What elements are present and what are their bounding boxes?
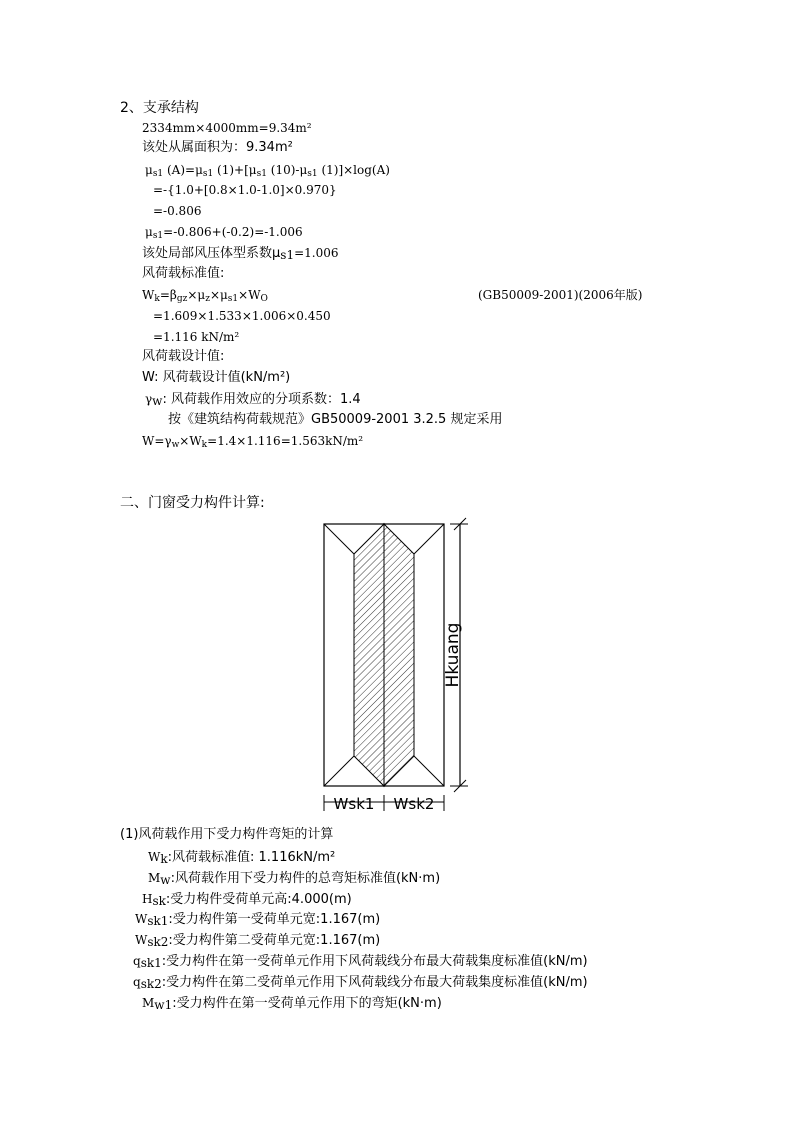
code-reference: 按《建筑结构荷载规范》GB50009-2001 3.2.5 规定采用 [168, 412, 503, 427]
tributary-area-1 [354, 524, 384, 786]
wk-code: (GB50009-2001)(2006年版) [478, 288, 643, 302]
gamma-definition: $\gamma_w$: 风荷载作用效应的分项系数：1.4 [145, 392, 361, 408]
w-definition: W: 风荷载设计值(kN/m²) [142, 370, 291, 385]
def-mw: $M_w$:风荷载作用下受力构件的总弯矩标准值(kN·m) [148, 871, 441, 887]
height-label: Hkuang [443, 622, 463, 688]
wind-std-label: 风荷载标准值: [142, 266, 225, 281]
mu-step2: =-0.806 [153, 204, 202, 218]
tributary-area-2 [384, 524, 414, 786]
def-wsk1: $W_{sk1}$:受力构件第一受荷单元宽:1.167(m) [135, 912, 381, 928]
load-distribution-diagram [300, 515, 500, 820]
wk-step2: =1.116 kN/m² [153, 330, 240, 344]
wk-formula: $W_k=\beta_{gz}\times\mu_z\times\mu_{s1}\times W_O$ [142, 288, 268, 304]
width1-label: Wsk1 [333, 795, 375, 813]
def-qsk1: $q_{sk1}$:受力构件在第一受荷单元作用下风荷载线分布最大荷载集度标准值(kN/m) [133, 954, 588, 970]
area-line: 2334mm×4000mm=9.34m² [142, 121, 312, 135]
section-support-title: 2、支承结构 [120, 100, 199, 116]
w-calc: $W=\gamma_w\times W_k=1.4\times 1.116=1.563kN/m^2$ [142, 434, 364, 450]
width2-label: Wsk2 [393, 795, 435, 813]
def-wk: $W_k$:风荷载标准值: 1.116kN/m² [148, 850, 336, 866]
section-window-title: 二、门窗受力构件计算: [120, 495, 265, 511]
mu-step3: $\mu_{s1}=-0.806+(-0.2)=-1.006$ [145, 225, 303, 241]
def-hsk: $H_{sk}$:受力构件受荷单元高:4.000(m) [142, 892, 352, 908]
def-qsk2: $q_{sk2}$:受力构件在第二受荷单元作用下风荷载线分布最大荷载集度标准值(kN/m) [133, 975, 588, 991]
wind-design-label: 风荷载设计值: [142, 349, 225, 364]
mu-step1: =-{1.0+[0.8×1.0-1.0]×0.970} [153, 183, 337, 197]
section-moment-title: (1)风荷载作用下受力构件弯矩的计算 [120, 827, 334, 842]
subordinate-area: 该处从属面积为：9.34m² [142, 140, 293, 155]
mu-formula: $\mu_{s1}$ $(A)=\mu_{s1}$ $(1)+[\mu_{s1}$ $(10)-\mu_{s1}$ (1)]×log(A) [145, 163, 390, 179]
wk-step1: =1.609×1.533×1.006×0.450 [153, 309, 331, 323]
def-mw1: $M_{w1}$:受力构件在第一受荷单元作用下的弯矩(kN·m) [142, 996, 442, 1012]
local-coef: 该处局部风压体型系数$\mu_{s1}=1.006$ [142, 246, 339, 262]
def-wsk2: $W_{sk2}$:受力构件第二受荷单元宽:1.167(m) [135, 933, 381, 949]
